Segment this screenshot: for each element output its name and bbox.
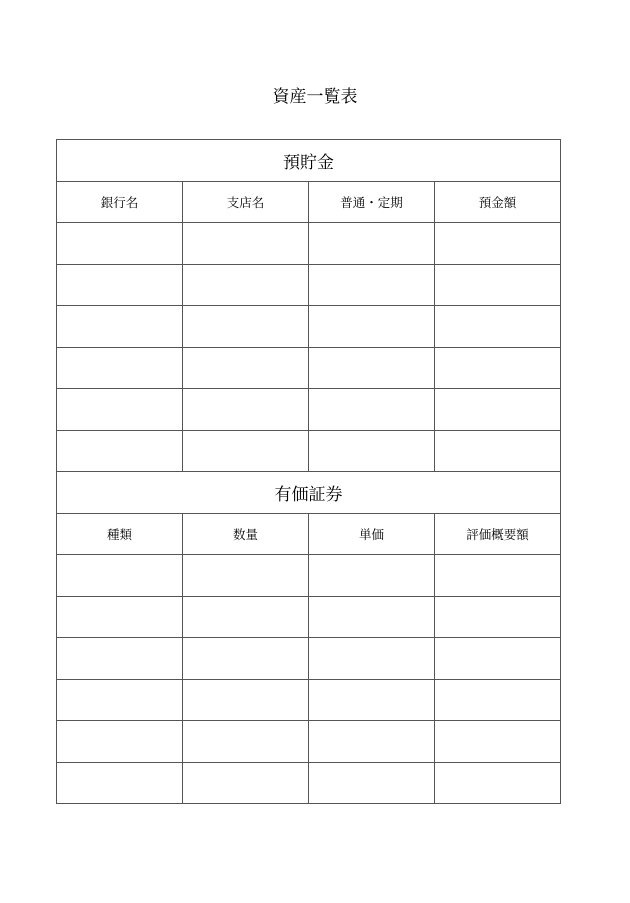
- securities-entry-cell[interactable]: [435, 596, 561, 638]
- securities-column-header: 評価概要額: [435, 513, 561, 555]
- securities-entry-cell[interactable]: [183, 762, 309, 804]
- asset-table-body: [57, 140, 561, 804]
- securities-entry-row: [57, 638, 561, 680]
- deposits-entry-cell[interactable]: [435, 306, 561, 348]
- securities-entry-cell[interactable]: [183, 555, 309, 597]
- securities-entry-cell[interactable]: [57, 762, 183, 804]
- securities-entry-row: [57, 762, 561, 804]
- deposits-entry-cell[interactable]: [309, 430, 435, 472]
- deposits-entry-cell[interactable]: [183, 306, 309, 348]
- securities-entry-cell[interactable]: [57, 596, 183, 638]
- deposits-entry-cell[interactable]: [57, 306, 183, 348]
- deposits-entry-row: [57, 223, 561, 265]
- deposits-entry-cell[interactable]: [183, 264, 309, 306]
- securities-entry-cell[interactable]: [435, 721, 561, 763]
- securities-entry-cell[interactable]: [57, 555, 183, 597]
- securities-column-header-row: [57, 513, 561, 555]
- deposits-entry-cell[interactable]: [183, 389, 309, 431]
- securities-entry-row: [57, 596, 561, 638]
- securities-entry-cell[interactable]: [309, 638, 435, 680]
- deposits-entry-cell[interactable]: [57, 389, 183, 431]
- deposits-entry-cell[interactable]: [57, 264, 183, 306]
- deposits-entry-cell[interactable]: [435, 347, 561, 389]
- securities-entry-cell[interactable]: [309, 596, 435, 638]
- deposits-entry-cell[interactable]: [435, 223, 561, 265]
- securities-heading-row: [57, 472, 561, 514]
- securities-section-heading: 有価証券: [57, 472, 561, 514]
- deposits-entry-cell[interactable]: [309, 347, 435, 389]
- deposits-entry-cell[interactable]: [57, 223, 183, 265]
- deposits-entry-row: [57, 306, 561, 348]
- deposits-section-heading: 預貯金: [57, 140, 561, 182]
- securities-entry-row: [57, 555, 561, 597]
- deposits-column-header-row: [57, 181, 561, 223]
- deposits-entry-cell[interactable]: [435, 430, 561, 472]
- securities-entry-cell[interactable]: [183, 721, 309, 763]
- asset-table: [56, 139, 561, 804]
- securities-column-header: 数量: [183, 513, 309, 555]
- deposits-entry-cell[interactable]: [309, 223, 435, 265]
- deposits-entry-cell[interactable]: [183, 223, 309, 265]
- deposits-column-header: 銀行名: [57, 181, 183, 223]
- securities-entry-cell[interactable]: [435, 679, 561, 721]
- securities-column-header: 単価: [309, 513, 435, 555]
- deposits-entry-row: [57, 264, 561, 306]
- deposits-column-header: 支店名: [183, 181, 309, 223]
- deposits-entry-cell[interactable]: [183, 430, 309, 472]
- securities-entry-row: [57, 721, 561, 763]
- deposits-entry-row: [57, 347, 561, 389]
- securities-entry-cell[interactable]: [309, 679, 435, 721]
- securities-entry-cell[interactable]: [309, 721, 435, 763]
- securities-entry-cell[interactable]: [183, 596, 309, 638]
- securities-entry-cell[interactable]: [57, 679, 183, 721]
- deposits-entry-cell[interactable]: [309, 389, 435, 431]
- deposits-column-header: 預金額: [435, 181, 561, 223]
- securities-entry-cell[interactable]: [183, 638, 309, 680]
- securities-entry-cell[interactable]: [435, 762, 561, 804]
- securities-entry-cell[interactable]: [57, 638, 183, 680]
- deposits-entry-cell[interactable]: [57, 347, 183, 389]
- deposits-entry-row: [57, 389, 561, 431]
- securities-entry-row: [57, 679, 561, 721]
- page-title: 資産一覧表: [272, 87, 358, 107]
- deposits-entry-cell[interactable]: [435, 389, 561, 431]
- securities-entry-cell[interactable]: [309, 555, 435, 597]
- securities-entry-cell[interactable]: [309, 762, 435, 804]
- deposits-entry-row: [57, 430, 561, 472]
- securities-entry-cell[interactable]: [183, 679, 309, 721]
- deposits-entry-cell[interactable]: [57, 430, 183, 472]
- securities-entry-cell[interactable]: [435, 638, 561, 680]
- deposits-heading-row: [57, 140, 561, 182]
- deposits-entry-cell[interactable]: [309, 264, 435, 306]
- securities-entry-cell[interactable]: [57, 721, 183, 763]
- deposits-column-header: 普通・定期: [309, 181, 435, 223]
- securities-column-header: 種類: [57, 513, 183, 555]
- securities-entry-cell[interactable]: [435, 555, 561, 597]
- deposits-entry-cell[interactable]: [435, 264, 561, 306]
- deposits-entry-cell[interactable]: [309, 306, 435, 348]
- deposits-entry-cell[interactable]: [183, 347, 309, 389]
